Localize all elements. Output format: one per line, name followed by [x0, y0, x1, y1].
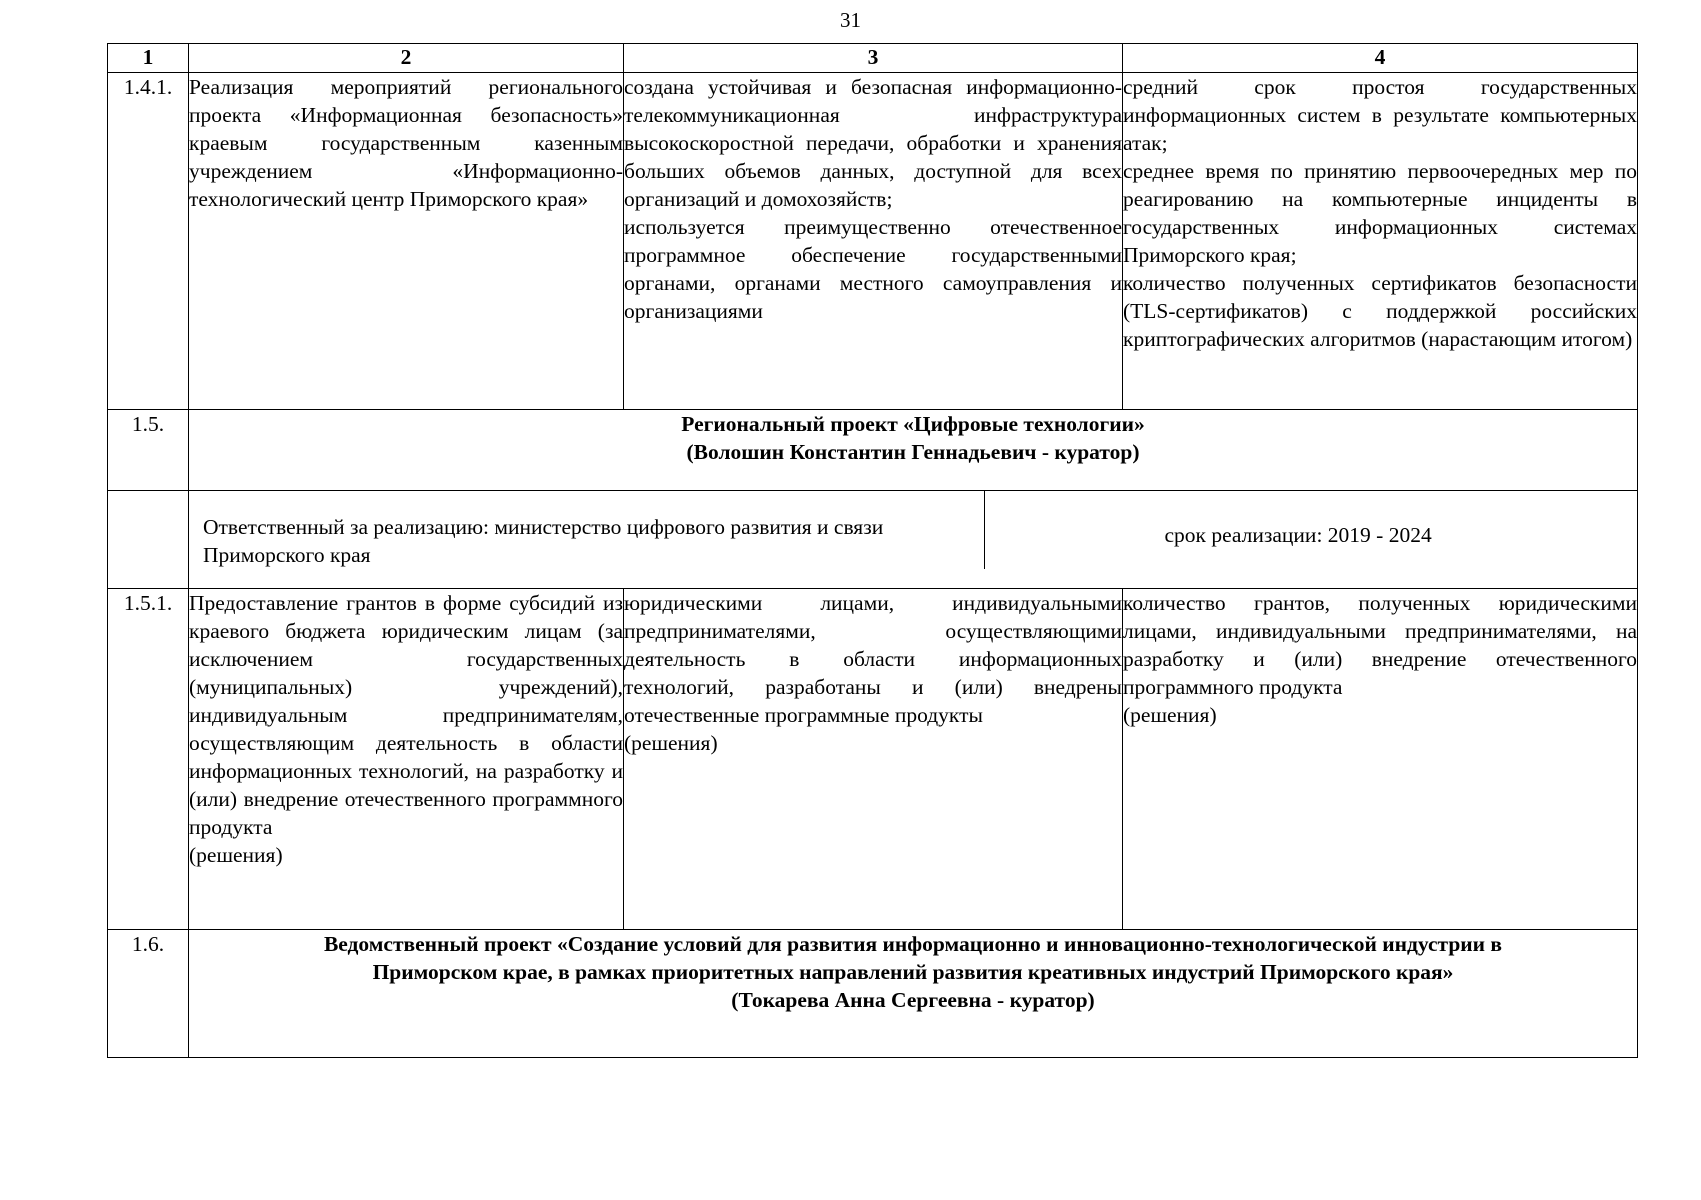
- header-col-4: 4: [1123, 44, 1638, 73]
- empty-number-cell: [108, 491, 189, 589]
- result-text-2: используется преимущественно отечественное программное обеспечение государственными органами, органами местного самоуправления и организациями: [624, 215, 1122, 323]
- row-number: 1.5.1.: [108, 589, 189, 930]
- indicator-text-1: средний срок простоя государственных информационных систем в результате компьютерных атак;: [1123, 75, 1637, 155]
- indicator-cell: [1123, 589, 1638, 930]
- responsible-inner-table: [189, 491, 1637, 569]
- indicator-text: количество грантов, полученных юридическими лицами, индивидуальными предпринимателями, на разработку и (или) внедрение отечественного программного продукта: [1123, 591, 1637, 699]
- implementation-term: срок реализации: 2019 - 2024: [1164, 523, 1432, 547]
- project-curator: (Токарева Анна Сергеевна - куратор): [731, 988, 1095, 1012]
- project-title-line-2: Приморском крае, в рамках приоритетных направлений развития креативных индустрий Приморского края»: [372, 960, 1454, 984]
- page-number: 31: [840, 8, 861, 32]
- row-number: 1.5.: [108, 410, 189, 491]
- header-row: [108, 44, 1638, 73]
- indicator-text-3: количество полученных сертификатов безопасности (TLS-сертификатов) с поддержкой российских криптографических алгоритмов (нарастающим итогом): [1123, 271, 1637, 351]
- responsible-text: Ответственный за реализацию: министерство цифрового развития и связи Приморского края: [189, 491, 984, 569]
- result-cell: [624, 589, 1123, 930]
- activity-text: Предоставление грантов в форме субсидий из краевого бюджета юридическим лицам (за исключением государственных (муниципальных) учреждений), индивидуальным предпринимателям, осуществляющим деятельность в области информационных технологий, на разработку и (или) внедрение отечественного программного продукта: [189, 591, 623, 839]
- activity-cell: [189, 589, 624, 930]
- result-cell: [624, 73, 1123, 410]
- indicator-text-tail: (решения): [1123, 703, 1217, 727]
- program-table: [107, 43, 1638, 1058]
- project-title-cell: [189, 410, 1638, 491]
- project-title-cell: [189, 930, 1638, 1058]
- result-text: юридическими лицами, индивидуальными предпринимателями, осуществляющими деятельность в области информационных технологий, разработаны и (или) внедрены отечественные программные продукты: [624, 591, 1122, 727]
- activity-text: Реализация мероприятий регионального проекта «Информационная безопасность» краевым государственным казенным учреждением «Информационно-технологический центр Приморского края»: [189, 75, 623, 211]
- indicator-cell: [1123, 73, 1638, 410]
- table-row-1-5-responsible: [108, 491, 1638, 589]
- table-row-1-6-title: [108, 930, 1638, 1058]
- activity-cell: [189, 73, 624, 410]
- project-title: Региональный проект «Цифровые технологии»: [681, 412, 1145, 436]
- row-number: 1.6.: [108, 930, 189, 1058]
- header-col-2: 2: [189, 44, 624, 73]
- result-text-1: создана устойчивая и безопасная информационно-телекоммуникационная инфраструктура высокоскоростной передачи, обработки и хранения больших объемов данных, доступной для всех организаций и домохозяйств;: [624, 75, 1122, 211]
- project-title-line-1: Ведомственный проект «Создание условий для развития информационно и инновационно-технологической индустрии в: [323, 932, 1503, 956]
- activity-text-tail: (решения): [189, 843, 283, 867]
- project-curator: (Волошин Константин Геннадьевич - куратор): [686, 440, 1140, 464]
- table-row-1-5-title: [108, 410, 1638, 491]
- responsible-cell: [189, 491, 1638, 589]
- row-number: 1.4.1.: [108, 73, 189, 410]
- header-col-3: 3: [624, 44, 1123, 73]
- table-row-1-4-1: [108, 73, 1638, 410]
- indicator-text-2: среднее время по принятию первоочередных мер по реагированию на компьютерные инциденты в государственных информационных системах Приморского края;: [1123, 159, 1637, 267]
- result-text-tail: (решения): [624, 731, 718, 755]
- table-row-1-5-1: [108, 589, 1638, 930]
- header-col-1: 1: [108, 44, 189, 73]
